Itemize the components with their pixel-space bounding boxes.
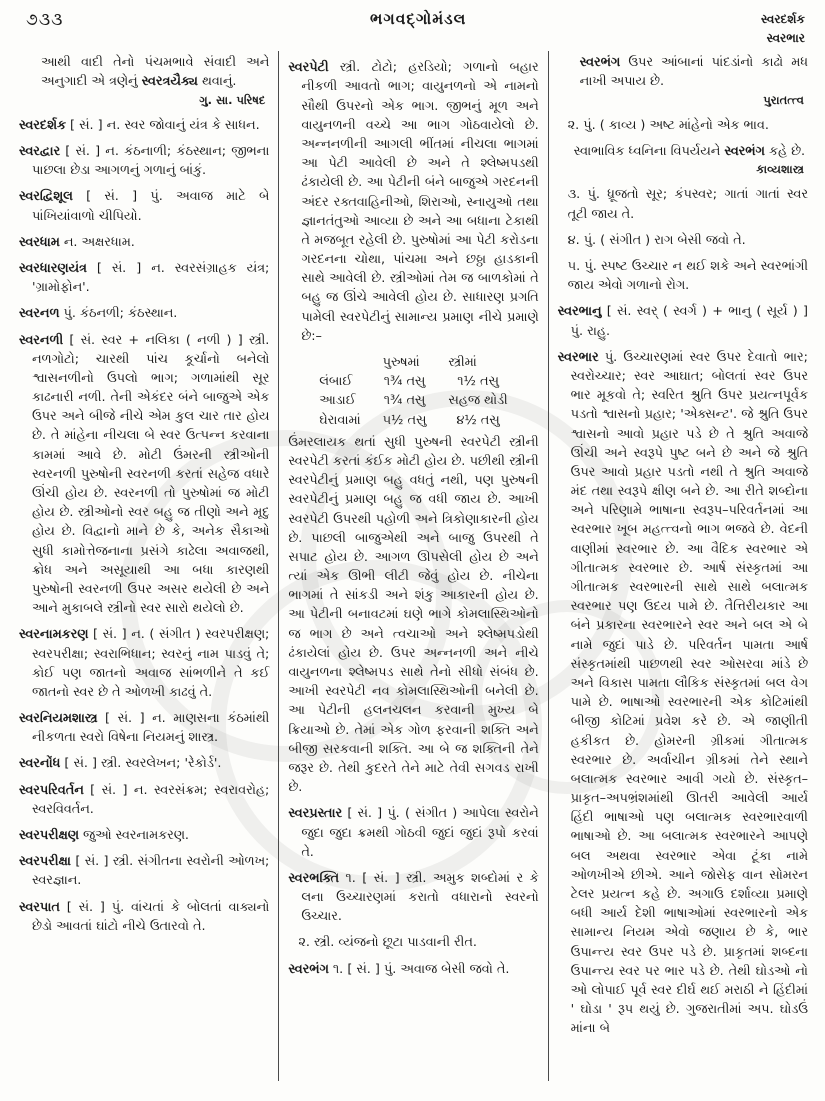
dict-entry bbox=[288, 869, 538, 927]
column-3 bbox=[548, 51, 817, 1081]
intro-text: થવાનું. bbox=[197, 74, 237, 90]
dict-entry bbox=[19, 259, 269, 297]
dict-entry bbox=[19, 625, 269, 702]
entry-body: [ સં. ] ન. સ્વરસંગ્રાહક યંત્ર; 'ગ્રામોફોન'. bbox=[32, 260, 270, 296]
table-cell: ૪½ તસુ bbox=[456, 412, 500, 428]
headword: સ્વરભંગ bbox=[579, 55, 621, 71]
headword: સ્વરદ્વિશૂલ bbox=[19, 189, 73, 205]
text-columns bbox=[0, 49, 825, 1081]
entry-body: [ સં. સ્વર + નલિકા ( નળી ) ] સ્ત્રી. નળગોટો; ચારથી પાંચ કૂર્ચાનો બનેલો શ્વાસનળીનો ઉપલો ભાગ; ગળામાંથી સૂર કાઢનારી નળી. તેની એકંદર બંને બાજુએ એક ઉપર અને બીજે નીચે એમ કુલ ચાર તાર હોય છે. તે માંહેના નીચલા બે સ્વર ઉત્પન્ન કરવાના કામમાં આવે છે. મોટી ઉંમરની સ્ત્રીઓની સ્વરનળી પુરુષોની સ્વરનળી કરતાં સહેજ વધારે ઊંચી હોય છે. સ્વરનળી તો પુરુષોમાં જ મોટી હોય છે. સ્ત્રીઓનો સ્વર બહુ જ તીણો અને મૃદુ હોય છે. વિદ્વાનો માને છે કે, અનેક સૈકાઓ સુધી કામોત્તેજનાના પ્રસંગે કાઢેલા અવાજથી, ક્રોધ અને અસૂયાથી આ બધા કારણથી પુરુષોની સ્વરનળી ઉપર અસર થયેલી છે અને આને મુકાબલે સ્ત્રીનો સ્વર સારો થયેલો છે. bbox=[32, 332, 270, 617]
headword: સ્વરભક્તિ bbox=[288, 870, 339, 886]
continued-paragraph bbox=[558, 53, 808, 91]
dict-entry bbox=[19, 826, 269, 845]
entry-body: ઉપર આંબાનાં પાંદડાંનો કાઢો મધ નાખી અપાય છે. bbox=[579, 55, 808, 90]
table-row bbox=[308, 391, 518, 410]
guide-words bbox=[761, 10, 805, 47]
table-row bbox=[308, 411, 518, 430]
column-2 bbox=[278, 51, 547, 1081]
intro-text: આથી વાદી તેનો પંચમભાવે સંવાદી અને અનુગાદી એ ત્રણેનું bbox=[41, 55, 270, 90]
headword: સ્વરદ્વાર bbox=[19, 144, 61, 159]
entry-body-continued: ઉંમરલાયક થતાં સુધી પુરુષની સ્વરપેટી સ્ત્રીની સ્વરપેટી કરતાં કંઈક મોટી હોય છે. પછીથી સ્ત્રીની સ્વરપેટીનું પ્રમાણ બહુ વધતું નથી, પણ પુરુષની સ્વરપેટીનું પ્રમાણ બહુ જ વધી જાય છે. આખી સ્વરપેટી ઉપરથી પહોળી અને ત્રિકોણાકારની હોય છે. પાછલી બાજુએથી અને બાજુ ઉપરથી તે સપાટ હોય છે. આગળ ઊપસેલી હોય છે અને ત્યાં એક ઊભી લીટી જેવું હોય છે. નીચેના ભાગમાં તે સાંકડી અને શંકુ આકારની હોય છે. આ પેટીની બનાવટમાં ઘણે ભાગે કોમલાસ્થિઓનો જ ભાગ છે અને ત્વચાઓ અને શ્લેષ્મપડોથી ઢંકાયેલાં હોય છે. ઉપર અન્નનળી અને નીચે વાયુનળના શ્લેષ્મપડ સાથે તેનો સીધો સંબંધ છે. આખી સ્વરપેટી નવ કોમલાસ્થિઓની બનેલી છે. આ પેટીની હલનચલન કરવાની મુખ્ય બે ક્રિયાઓ છે. તેમાં એક ગોળ ફરવાની શક્તિ અને બીજી સરકવાની શક્તિ. આ બે જ શક્તિની તેને જરૂર છે. તેથી કુદરતે તેને માટે તેવી સગવડ રાખી છે. bbox=[288, 434, 539, 796]
entry-body: [ સં. ] પું. વાંચતાં કે બોલતાં વાક્યનો છેડો આવતાં ઘાંટો નીચે ઉતારવો તે. bbox=[32, 899, 270, 934]
table-header-row bbox=[308, 353, 518, 372]
dict-entry bbox=[19, 304, 269, 323]
entry-body: [ સં. ] ન. સ્વર જોવાનું યંત્ર કે સાધન. bbox=[65, 117, 260, 133]
headword: સ્વરપેટી bbox=[288, 60, 329, 76]
entry-body: [ સં. ] ન. ( સંગીત ) સ્વરપરીક્ષણ; સ્વરપરીક્ષા; સ્વરાભિધાન; સ્વરનું નામ પાડવું તે; કોઈ પણ જાતનો અવાજ સાંભળીને તે કઈ જાતનો સ્વર છે તે ઓળખી કાઢવું તે. bbox=[32, 627, 270, 700]
table-cell: ૧½ તસુ bbox=[457, 374, 499, 390]
table-corner-cell bbox=[308, 353, 371, 372]
entry-sense: ૨. સ્ત્રી. વ્યંજનો છૂટા પાડવાની રીત. bbox=[298, 935, 477, 951]
table-row-label: આડાઈ bbox=[319, 393, 356, 409]
table-row-label: ઘેરાવામાં bbox=[319, 412, 361, 428]
entry-body: ૧. [ સં. ] પું. અવાજ બેસી જવો તે. bbox=[328, 961, 510, 977]
entry-body: [ સં. ] પું. ( સંગીત ) આપેલા સ્વરોને જુદા જુદા ક્રમથી ગોઠવી જુદાં જુદાં રૂપો કરવાં તે. bbox=[301, 806, 539, 860]
page-header bbox=[0, 0, 825, 49]
headword: સ્વરનળ bbox=[19, 306, 60, 322]
entry-body: [ સં. ] ન. સ્વરસંક્રમ; સ્વરાવરોહ; સ્વરવિવર્તન. bbox=[32, 782, 270, 817]
entry-body: પું. કંઠનળી; કંઠસ્થાન. bbox=[59, 306, 178, 322]
citation: પુરાતત્ત્વ bbox=[763, 92, 804, 107]
table-cell: ૫½ તસુ bbox=[382, 412, 427, 428]
headword: સ્વરનોંધ bbox=[19, 756, 61, 772]
dict-entry bbox=[19, 187, 269, 225]
headword: સ્વરપરિવર્તન bbox=[19, 782, 84, 798]
headword: સ્વરદર્શક bbox=[19, 117, 66, 133]
headword: સ્વરપરીક્ષા bbox=[19, 854, 71, 870]
bold-term: સ્વરત્રયૈક્ય bbox=[141, 74, 198, 90]
continued-paragraph bbox=[19, 53, 269, 91]
dict-entry bbox=[19, 898, 269, 936]
dict-entry bbox=[19, 331, 269, 619]
entry-body: જુઓ સ્વરનામકરણ. bbox=[78, 828, 189, 843]
headword: સ્વરભંગ bbox=[288, 961, 329, 977]
headword: સ્વરધામ bbox=[19, 234, 60, 250]
table-row-label: લંબાઈ bbox=[319, 374, 353, 390]
dict-entry bbox=[558, 302, 808, 340]
headword: સ્વરનામકરણ bbox=[19, 627, 89, 643]
headword: સ્વરભાર bbox=[557, 349, 599, 365]
table-header-cell: સ્ત્રીમાં bbox=[448, 355, 477, 370]
headword: સ્વરનળી bbox=[19, 332, 64, 348]
bold-term: સ્વરભંગ bbox=[724, 144, 765, 159]
entry-body: [ સં. ] સ્ત્રી. સ્વરલેખન; 'રેકોર્ડ'. bbox=[60, 756, 222, 772]
dict-entry bbox=[288, 804, 538, 862]
entry-sense: ૨. પું. ( કાવ્ય ) અષ્ટ માંહેનો એક ભાવ. bbox=[567, 117, 769, 133]
dict-entry bbox=[19, 781, 269, 819]
quote-text: સ્વાભાવિક ધ્વનિના વિપર્યયને bbox=[573, 144, 725, 159]
entry-body: [ સં. ] ન. કંઠનાળી; કંઠસ્થાન; જીભના પાછલા છેડા આગળનું ગળાનું બાંકું. bbox=[32, 144, 270, 179]
entry-sense: ૫. પું. સ્પષ્ટ ઉચ્ચાર ન થઈ શકે અને સ્વરભાંગી જાય એવો ગળાનો રોગ. bbox=[567, 259, 808, 294]
headword: સ્વરભાનુ bbox=[557, 304, 602, 320]
headword: સ્વરનિયમશાસ્ત્ર bbox=[19, 711, 98, 727]
guide-word-first: સ્વરદર્શક bbox=[760, 12, 805, 26]
page-number: ૭૩૩ bbox=[26, 10, 64, 30]
usage-quote bbox=[574, 142, 808, 161]
table-header-cell: પુરુષમાં bbox=[382, 355, 420, 370]
entry-sense: ૩. પું. ધ્રૂજતો સૂર; કંપસ્વર; ગાતાં ગાતાં સ્વર તૂટી જાય તે. bbox=[567, 187, 808, 222]
table-cell: ૧¾ તસુ bbox=[383, 393, 426, 409]
entry-body: [ સં. ] ન. માણસના કંઠમાંથી નીકળતા સ્વરો વિષેના નિયમનું શાસ્ત્ર. bbox=[32, 711, 270, 746]
entry-body: [ સં. સ્વર્ ( સ્વર્ગ ) + ભાનુ ( સૂર્ય ) ] પું. રાહુ. bbox=[570, 304, 808, 339]
dict-entry bbox=[19, 754, 269, 773]
quote-text: કહે છે. bbox=[764, 144, 806, 159]
dict-entry bbox=[288, 960, 538, 979]
dict-entry bbox=[558, 348, 808, 1039]
dict-entry bbox=[19, 142, 269, 180]
dict-entry bbox=[19, 852, 269, 890]
dict-entry bbox=[19, 233, 269, 252]
entry-body: [ સં. ] સ્ત્રી. સંગીતના સ્વરોની ઓળખ; સ્વરજ્ઞાન. bbox=[32, 854, 270, 889]
table-cell: ૧¾ તસુ bbox=[383, 374, 426, 390]
dict-entry bbox=[288, 58, 538, 346]
dict-entry bbox=[19, 116, 269, 135]
headword: સ્વરપ્રસ્તાર bbox=[288, 806, 343, 822]
headword: સ્વરપાત bbox=[19, 899, 60, 915]
headword: સ્વરધારણયંત્ર bbox=[19, 260, 87, 276]
entry-body: પું. ઉચ્ચારણમાં સ્વર ઉપર દેવાતો ભાર; સ્વરોચ્ચાર; સ્વર આઘાત; બોલતાં સ્વર ઉપર ભાર મૂકવો તે; સ્વરિત શ્રુતિ ઉપર પ્રયત્નપૂર્વક પડતો શ્વાસનો પ્રહાર; 'એક્સન્ટ'. જે શ્રુતિ ઉપર શ્વાસનો આવો પ્રહાર પડે છે તે શ્રુતિ અવાજે ઊંચી અને સ્વરૂપે પુષ્ટ બને છે અને જે શ્રુતિ ઉપર આવો પ્રહાર પડતો નથી તે શ્રુતિ અવાજે મંદ તથા સ્વરૂપે ક્ષીણ બને છે. આ રીતે શબ્દોના અને પરિણામે ભાષાના સ્વરૂપ–પરિવર્તનમાં આ સ્વરભાર ખૂબ મહત્ત્વનો ભાગ ભજવે છે. વેદની વાણીમાં સ્વરભાર છે. આ વૈદિક સ્વરભાર એ ગીતાત્મક સ્વરભાર છે. આર્ષ સંસ્કૃતમાં આ ગીતાત્મક સ્વરભારની સાથે સાથે બલાત્મક સ્વરભાર પણ ઉદય પામે છે. તૈત્તિરીયકાર આ બંને પ્રકારના સ્વરભારને સ્વર અને બલ એ બે નામે જુદાં પાડે છે. પરિવર્તન પામતા આર્ષ સંસ્કૃતમાંથી પાછળથી સ્વર ઓસરવા માંડે છે અને વિકાસ પામતા લૌકિક સંસ્કૃતમાં બલ વેગ પામે છે. ભાષાઓ સ્વરભારની એક કોટિમાંથી બીજી કોટિમાં પ્રવેશ કરે છે. એ જાણીતી હકીકત છે. હોમરની ગ્રીકમાં ગીતાત્મક સ્વરભાર છે. અર્વાચીન ગ્રીકમાં તેને સ્થાને બલાત્મક સ્વરભાર આવી ગયો છે. સંસ્કૃત–પ્રાકૃત–અપભ્રંશમાંથી ઊતરી આવેલી આર્ય હિંદી ભાષાઓ પણ બલાત્મક સ્વરભારવાળી ભાષાઓ છે. આ બલાત્મક સ્વરભારને આપણે બલ અથવા સ્વરભાર એવા ટૂંકા નામે ઓળખીએ છીએ. આને જોસેફ વાન સોમરન ટેલર પ્રયત્ન કહે છે. અગાઉ દર્શાવ્યા પ્રમાણે બધી આર્ય દેશી ભાષાઓમાં સ્વરભારનો એક સામાન્ય નિયમ એવો જણાય છે કે, ભાર ઉપાન્ત્ય સ્વર ઉપર પડે છે. પ્રાકૃતમાં શબ્દના ઉપાન્ત્ય સ્વર પર ભાર પડે છે. તેથી ઘોડઓ નો ઓ લોપાઈ પૂર્વ સ્વર દીર્ઘ થઈ મરાઠી ને હિંદીમાં ' ઘોડા ' રૂપ થયું છે. ગુજરાતીમાં અપ. ઘોડઉં માંના બે bbox=[570, 349, 808, 1037]
dict-entry bbox=[19, 709, 269, 747]
table-row bbox=[308, 372, 518, 391]
entry-body: ૧. [ સં. ] સ્ત્રી. અમુક શબ્દોમાં ર કે લના ઉચ્ચારણમાં કરાતો વધારાનો સ્વરનો ઉચ્ચાર. bbox=[301, 870, 539, 925]
entry-body: ન. અક્ષરધામ. bbox=[59, 234, 135, 250]
table-cell: સહજ થોડી bbox=[448, 393, 508, 409]
entry-body: [ સં. ] પું. અવાજ માટે બે પાંખિયાંવાળો ચીપિયો. bbox=[32, 189, 270, 224]
guide-word-last: સ્વરભાર bbox=[766, 30, 805, 45]
citation: કાવ્યશાસ્ત્ર bbox=[756, 162, 804, 177]
entry-body: સ્ત્રી. ટોટો; હરડિયો; ગળાનો બહાર નીકળી આવતો ભાગ; વાયુનળનો એ નામનો સૌથી ઉપરનો એક ભાગ. જીભનું મૂળ અને વાયુનળની વચ્ચે આ ભાગ ગોઠવાયેલો છે. અન્નનળીની આગલી ભીંતમાં નીચલા ભાગમાં આ પેટી આવેલી છે અને તે શ્લેષ્મપડથી ઢંકાયેલી છે. આ પેટીની બંને બાજુએ ગરદનની અંદર રક્તવાહિનીઓ, શિરાઓ, સ્નાયુઓ તથા જ્ઞાનતંતુઓ આવ્યા છે અને આ બધાના ટેકાથી તે મજબૂત રહેલી છે. પુરુષોમાં આ પેટી કરોડના ગરદનના ચોથા, પાંચમા અને છઠ્ઠા હાડકાની સાથે આવેલી છે. સ્ત્રીઓમાં તેમ જ બાળકોમાં તે બહુ જ ઊંચે આવેલી હોય છે. સાધારણ પ્રગતિ પામેલી સ્વરપેટીનું સામાન્ય પ્રમાણ નીચે પ્રમાણે છે:– bbox=[301, 60, 539, 344]
column-1 bbox=[10, 51, 278, 1081]
measurement-table bbox=[308, 353, 518, 430]
book-title: ભગવદ્ગોમંડલ bbox=[370, 10, 467, 28]
citation: ગુ. સા. પરિષદ bbox=[199, 92, 266, 107]
entry-sense: ૪. પું. ( સંગીત ) રાગ બેસી જવો તે. bbox=[567, 232, 746, 248]
headword: સ્વરપરીક્ષણ bbox=[19, 828, 79, 843]
